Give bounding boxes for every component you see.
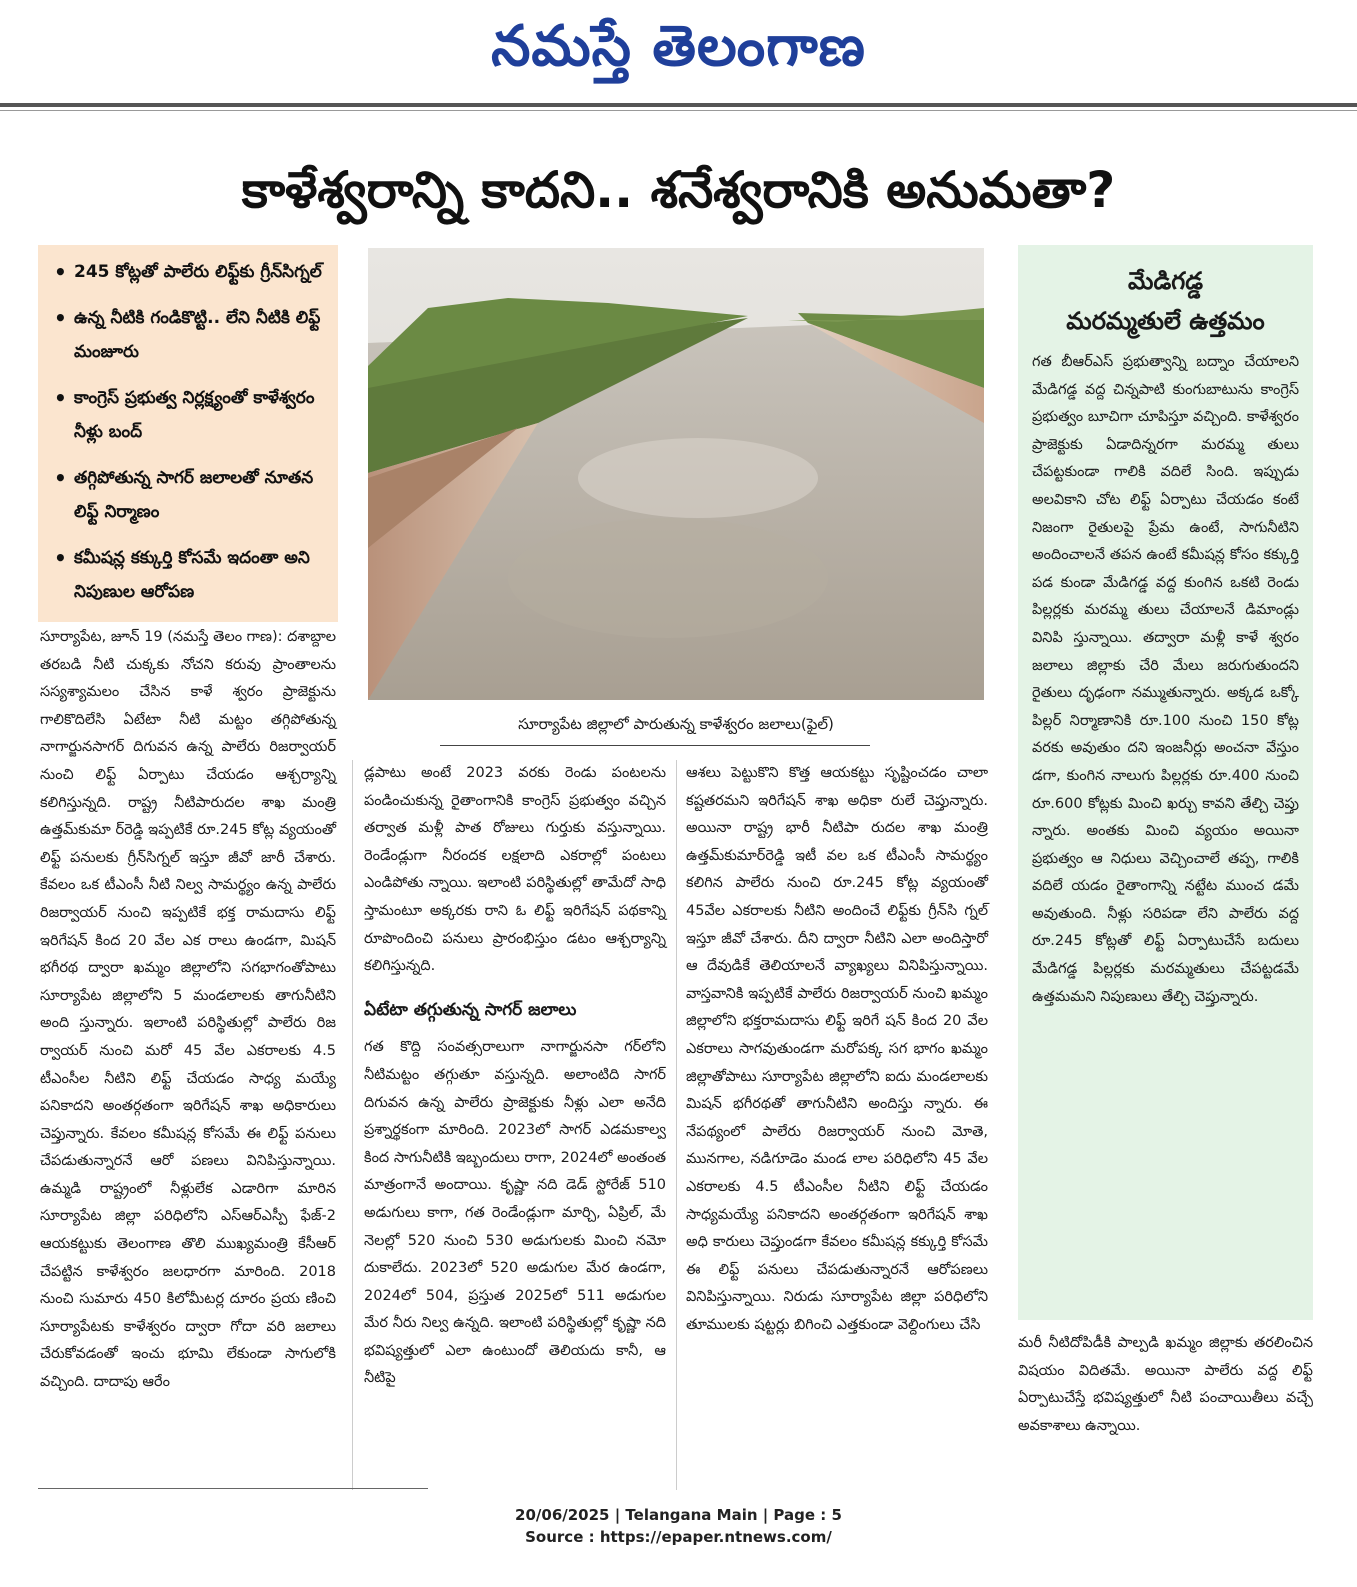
article-column-2-text-b: గత కొద్ది సంవత్సరాలుగా నాగార్జునసా గర్‌లోని నీటిమట్టం తగ్గుతూ వస్తున్నది. అలాంటిది సాగర్ దిగువన ఉన్న పాలేరు ప్రాజెక్టుకు నీళ్లు ఎలా అనేది ప్రశ్నార్థకంగా మారింది. 2023లో సాగర్ ఎడమకాల్వ కింద సాగునీటికి ఇబ్బందులు రాగా, 2024లో అంతంత మాత్రంగానే అందాయి. కృష్ణా నది డెడ్ స్టోరేజ్ 510 అడుగులు కాగా, గత రెండేండ్లుగా మార్చి, ఏప్రిల్, మే నెలల్లో 520 నుంచి 530 అడుగులకు మించి నమో దుకాలేదు. 2023లో 520 అడుగుల మేర ఉండగా, 2024లో 504, ప్రస్తుత 2025లో 511 అడుగుల మేర నీరు నిల్వ ఉన్నది. ఇలాంటి పరిస్థితుల్లో కృష్ణా నది భవిష్యత్తులో ఎలా ఉంటుందో తెలియదు కానీ, ఆ నీటిపై bbox=[364, 1039, 666, 1387]
highlight-item: • తగ్గిపోతున్న సాగర్ జలాలతో నూతన లిఫ్ట్ నిర్మాణం bbox=[52, 461, 324, 529]
headline: కాళేశ్వరాన్ని కాదని.. శనేశ్వరానికి అనుమతా? bbox=[241, 161, 1116, 219]
article-column-1: సూర్యాపేట, జూన్ 19 (నమస్తే తెలం గాణ): దశాబ్దాల తరబడి నీటి చుక్కకు నోచని కరువు ప్రాంతాలను సస్యశ్యామలం చేసిన కాళే శ్వరం ప్రాజెక్టును గాలికొదిలేసి ఏటేటా నీటి మట్టం తగ్గిపోతున్న నాగార్జునసాగర్ దిగువన ఉన్న పాలేరు రిజర్వాయర్ నుంచి లిఫ్ట్ ఏర్పాటు చేయడం ఆశ్చర్యాన్ని కలిగిస్తున్నది. రాష్ట్ర నీటిపారుదల శాఖ మంత్రి ఉత్తమ్‌కుమా ర్‌రెడ్డి ఇప్పటికే రూ.245 కోట్ల వ్యయంతో లిఫ్ట్ పనులకు గ్రీన్‌సిగ్నల్ ఇస్తూ జీవో జారీ చేశారు. కేవలం ఒక టీఎంసీ నీటి నిల్వ సామర్థ్యం ఉన్న పాలేరు రిజర్వాయర్ నుంచి ఇప్పటికే భక్త రామదాసు లిఫ్ట్ ఇరిగేషన్ కింద 20 వేల ఎక రాలు ఉండగా, మిషన్ భగీరథ ద్వారా ఖమ్మం జిల్లాలోని సగభాగంతోపాటు సూర్యాపేట జిల్లాలోని 5 మండలాలకు తాగునీటిని అంది స్తున్నారు. ఇలాంటి పరిస్థితుల్లో పాలేరు రిజ ర్వాయర్ నుంచి మరో 45 వేల ఎకరాలకు 4.5 టీఎంసీల నీటిని లిఫ్ట్ చేయడం సాధ్య మయ్యే పనికాదని అంతర్గతంగా ఇరిగేషన్ శాఖ అధికారులు చెప్తున్నారు. కేవలం కమీషన్ల కోసమే ఈ లిఫ్ట్ పనులు చేపడుతున్నారనే ఆరో పణలు వినిపిస్తున్నాయి. ఉమ్మడి రాష్ట్రంలో నీళ్లులేక ఎడారిగా మారిన సూర్యాపేట జిల్లా పరిధిలోని ఎస్‌ఆర్‌ఎస్పీ ఫేజ్-2 ఆయకట్టుకు తెలంగాణ తొలి ముఖ్యమంత్రి కేసీఆర్ చేపట్టిన కాళేశ్వరం జలధారగా మారింది. 2018 నుంచి సుమారు 450 కిలోమీటర్ల దూరం ప్రయ ణించి సూర్యాపేటకు కాళేశ్వరం ద్వారా గోదా వరి జలాలు చేరుకోవడంతో ఇంచు భూమి లేకుండా సాగులోకి వచ్చింది. దాదాపు ఆరేం bbox=[40, 629, 337, 1391]
bullet-icon: • bbox=[54, 546, 67, 570]
caption-rule bbox=[440, 745, 870, 746]
bottom-rule bbox=[38, 1488, 428, 1489]
bullet-icon: • bbox=[54, 386, 67, 410]
canal-photo bbox=[368, 248, 984, 700]
newspaper-logo: నమస్తే తెలంగాణ bbox=[491, 14, 866, 79]
bullet-icon: • bbox=[54, 260, 67, 284]
masthead bbox=[0, 0, 1357, 100]
article-column-3: ఆశలు పెట్టుకొని కొత్త ఆయకట్టు సృష్టించడం చాలా కష్టతరమని ఇరిగేషన్ శాఖ అధికా రులే చెప్తున్నారు. అయినా రాష్ట్ర భారీ నీటిపా రుదల శాఖ మంత్రి ఉత్తమ్‌కుమార్‌రెడ్డి ఇటీ వల ఒక టీఎంసీ సామర్థ్యం కలిగిన పాలేరు నుంచి రూ.245 కోట్ల వ్యయంతో 45వేల ఎకరాలకు నీటిని అందించే లిఫ్ట్‌కు గ్రీన్‌సి గ్నల్ ఇస్తూ జీవో చేశారు. దీని ద్వారా నీటిని ఎలా అందిస్తారో ఆ దేవుడికే తెలియాలనే వ్యాఖ్యలు వినిపిస్తున్నాయి. వాస్తవానికి ఇప్పటికే పాలేరు రిజర్వాయర్ నుంచి ఖమ్మం జిల్లాలోని భక్తరామదాసు లిఫ్ట్ ఇరిగే షన్ కింద 20 వేల ఎకరాలు సాగవుతుండగా మరోపక్క సగ భాగం ఖమ్మం జిల్లాతోపాటు సూర్యాపేట జిల్లాలోని ఐదు మండలాలకు మిషన్ భగీరథతో తాగునీటిని అందిస్తు న్నారు. ఈ నేపథ్యంలో పాలేరు రిజర్వాయర్ నుంచి మోతె, మునగాల, నడిగూడెం మండ లాల పరిధిలోని 45 వేల ఎకరాలకు 4.5 టీఎంసీల నీటిని లిఫ్ట్ చేయడం సాధ్యమయ్యే పనికాదని అంతర్గతంగా ఇరిగేషన్ శాఖ అధి కారులు చెప్తుండగా కేవలం కమీషన్ల కక్కుర్తి కోసమే ఈ లిఫ్ట్ పనులు చేపడుతున్నారనే ఆరోపణలు వినిపిస్తున్నాయి. నిరుడు సూర్యాపేట జిల్లా పరిధిలోని తూములకు షట్టర్లు బిగించి ఎత్తకుండా వెల్దింగులు చేసి bbox=[686, 765, 988, 1333]
highlight-item: • కాంగ్రెస్ ప్రభుత్వ నిర్లక్ష్యంతో కాళేశ్వరం నీళ్లు బంద్ bbox=[52, 381, 324, 449]
article-column-2-text: డ్లపాటు అంటే 2023 వరకు రెండు పంటలను పండించుకున్న రైతాంగానికి కాంగ్రెస్ ప్రభుత్వం వచ్చిన తర్వాత మళ్లీ పాత రోజులు గుర్తుకు వస్తున్నాయి. రెండేండ్లుగా నీరందక లక్షలాది ఎకరాల్లో పంటలు ఎండిపోతు న్నాయి. ఇలాంటి పరిస్థితుల్లో తామేదో సాధి స్తామంటూ అక్కరకు రాని ఓ లిఫ్ట్ ఇరిగేషన్ పథకాన్ని రూపొందించి పనులు ప్రారంభిస్తుం డటం ఆశ్చర్యాన్ని కలిగిస్తున్నది. bbox=[364, 765, 666, 975]
highlight-item: • కమీషన్ల కక్కుర్తి కోసమే ఇదంతా అని నిపుణుల ఆరోపణ bbox=[52, 541, 324, 609]
highlights-box bbox=[38, 245, 338, 622]
article-column-4: మరీ నీటిదోపిడీకి పాల్పడి ఖమ్మం జిల్లాకు తరలించిన విషయం విదితమే. అయినా పాలేరు వద్ద లిఫ్ట్ ఏర్పాటుచేస్తే భవిష్యత్తులో నీటి పంచాయితీలు వచ్చే అవకాశాలు ఉన్నాయి. bbox=[1018, 1335, 1313, 1434]
footer bbox=[0, 1504, 1357, 1548]
sidebar-title-line2: మరమ్మతులే ఉత్తమం bbox=[1066, 307, 1265, 335]
masthead-rule-thin bbox=[0, 110, 1357, 111]
bullet-icon: • bbox=[54, 466, 67, 490]
footer-source-line: Source : https://epaper.ntnews.com/ bbox=[525, 1528, 832, 1546]
article-column-2 bbox=[364, 760, 666, 1393]
footer-date-line: 20/06/2025 | Telangana Main | Page : 5 bbox=[515, 1506, 842, 1524]
column-divider bbox=[676, 760, 677, 1490]
sidebar-body: గత బీఆర్‌ఎస్ ప్రభుత్వాన్ని బద్నాం చేయాలని మేడిగడ్డ వద్ద చిన్నపాటి కుంగుబాటును కాంగ్రెస్ ప్రభుత్వం బూచిగా చూపిస్తూ వచ్చింది. కాళేశ్వరం ప్రాజెక్టుకు ఏడాదిన్నరగా మరమ్మ తులు చేపట్టకుండా గాలికి వదిలే సింది. ఇప్పుడు అలవికాని చోట లిఫ్ట్ ఏర్పాటు చేయడం కంటే నిజంగా రైతులపై ప్రేమ ఉంటే, సాగునీటిని అందించాలనే తపన ఉంటే కమీషన్ల కోసం కక్కుర్తి పడ కుండా మేడిగడ్డ వద్ద కుంగిన ఒకటి రెండు పిల్లర్లకు మరమ్మ తులు చేయాలనే డిమాండ్లు వినిపి స్తున్నాయి. తద్వారా మళ్లీ కాళే శ్వరం జలాలు జిల్లాకు చేరి మేలు జరుగుతుందని రైతులు దృఢంగా నమ్ముతున్నారు. అక్కడ ఒక్కో పిల్లర్ నిర్మాణానికి రూ.100 నుంచి 150 కోట్ల వరకు అవుతుం దని ఇంజనీర్లు అంచనా వేస్తుం డగా, కుంగిన నాలుగు పిల్లర్లకు రూ.400 నుంచి రూ.600 కోట్లకు మించి ఖర్చు కావని తేల్చి చెప్తు న్నారు. అంతకు మించి వ్యయం అయినా ప్రభుత్వం ఆ నిధులు వెచ్చించాలే తప్ప, గాలికి వదిలే యడం రైతాంగాన్ని నట్టేట ముంచ డమే అవుతుంది. నీళ్లు సరిపడా లేని పాలేరు వద్ద రూ.245 కోట్లతో లిఫ్ట్ ఏర్పాటుచేసే బదులు మేడిగడ్డ పిల్లర్లకు మరమ్మతులు చేపట్టడమే ఉత్తమమని నిపుణులు తేల్చి చెప్తున్నారు. bbox=[1032, 354, 1299, 1005]
sidebar-title: మేడిగడ్డ bbox=[1128, 267, 1203, 295]
column-divider bbox=[352, 760, 353, 1490]
sidebar-box bbox=[1018, 245, 1313, 1320]
masthead-rule bbox=[0, 103, 1357, 107]
article-subhead: ఏటేటా తగ్గుతున్న సాగర్ జలాలు bbox=[364, 999, 577, 1020]
photo-caption: సూర్యాపేట జిల్లాలో పారుతున్న కాళేశ్వరం జలాలు(ఫైల్) bbox=[518, 715, 834, 733]
highlight-item: • ఉన్న నీటికి గండికొట్టి.. లేని నీటికి లిఫ్ట్ మంజూరు bbox=[52, 301, 324, 369]
highlight-item: • 245 కోట్లతో పాలేరు లిఫ్ట్‌కు గ్రీన్‌సిగ్నల్ bbox=[52, 255, 324, 289]
bullet-icon: • bbox=[54, 306, 67, 330]
